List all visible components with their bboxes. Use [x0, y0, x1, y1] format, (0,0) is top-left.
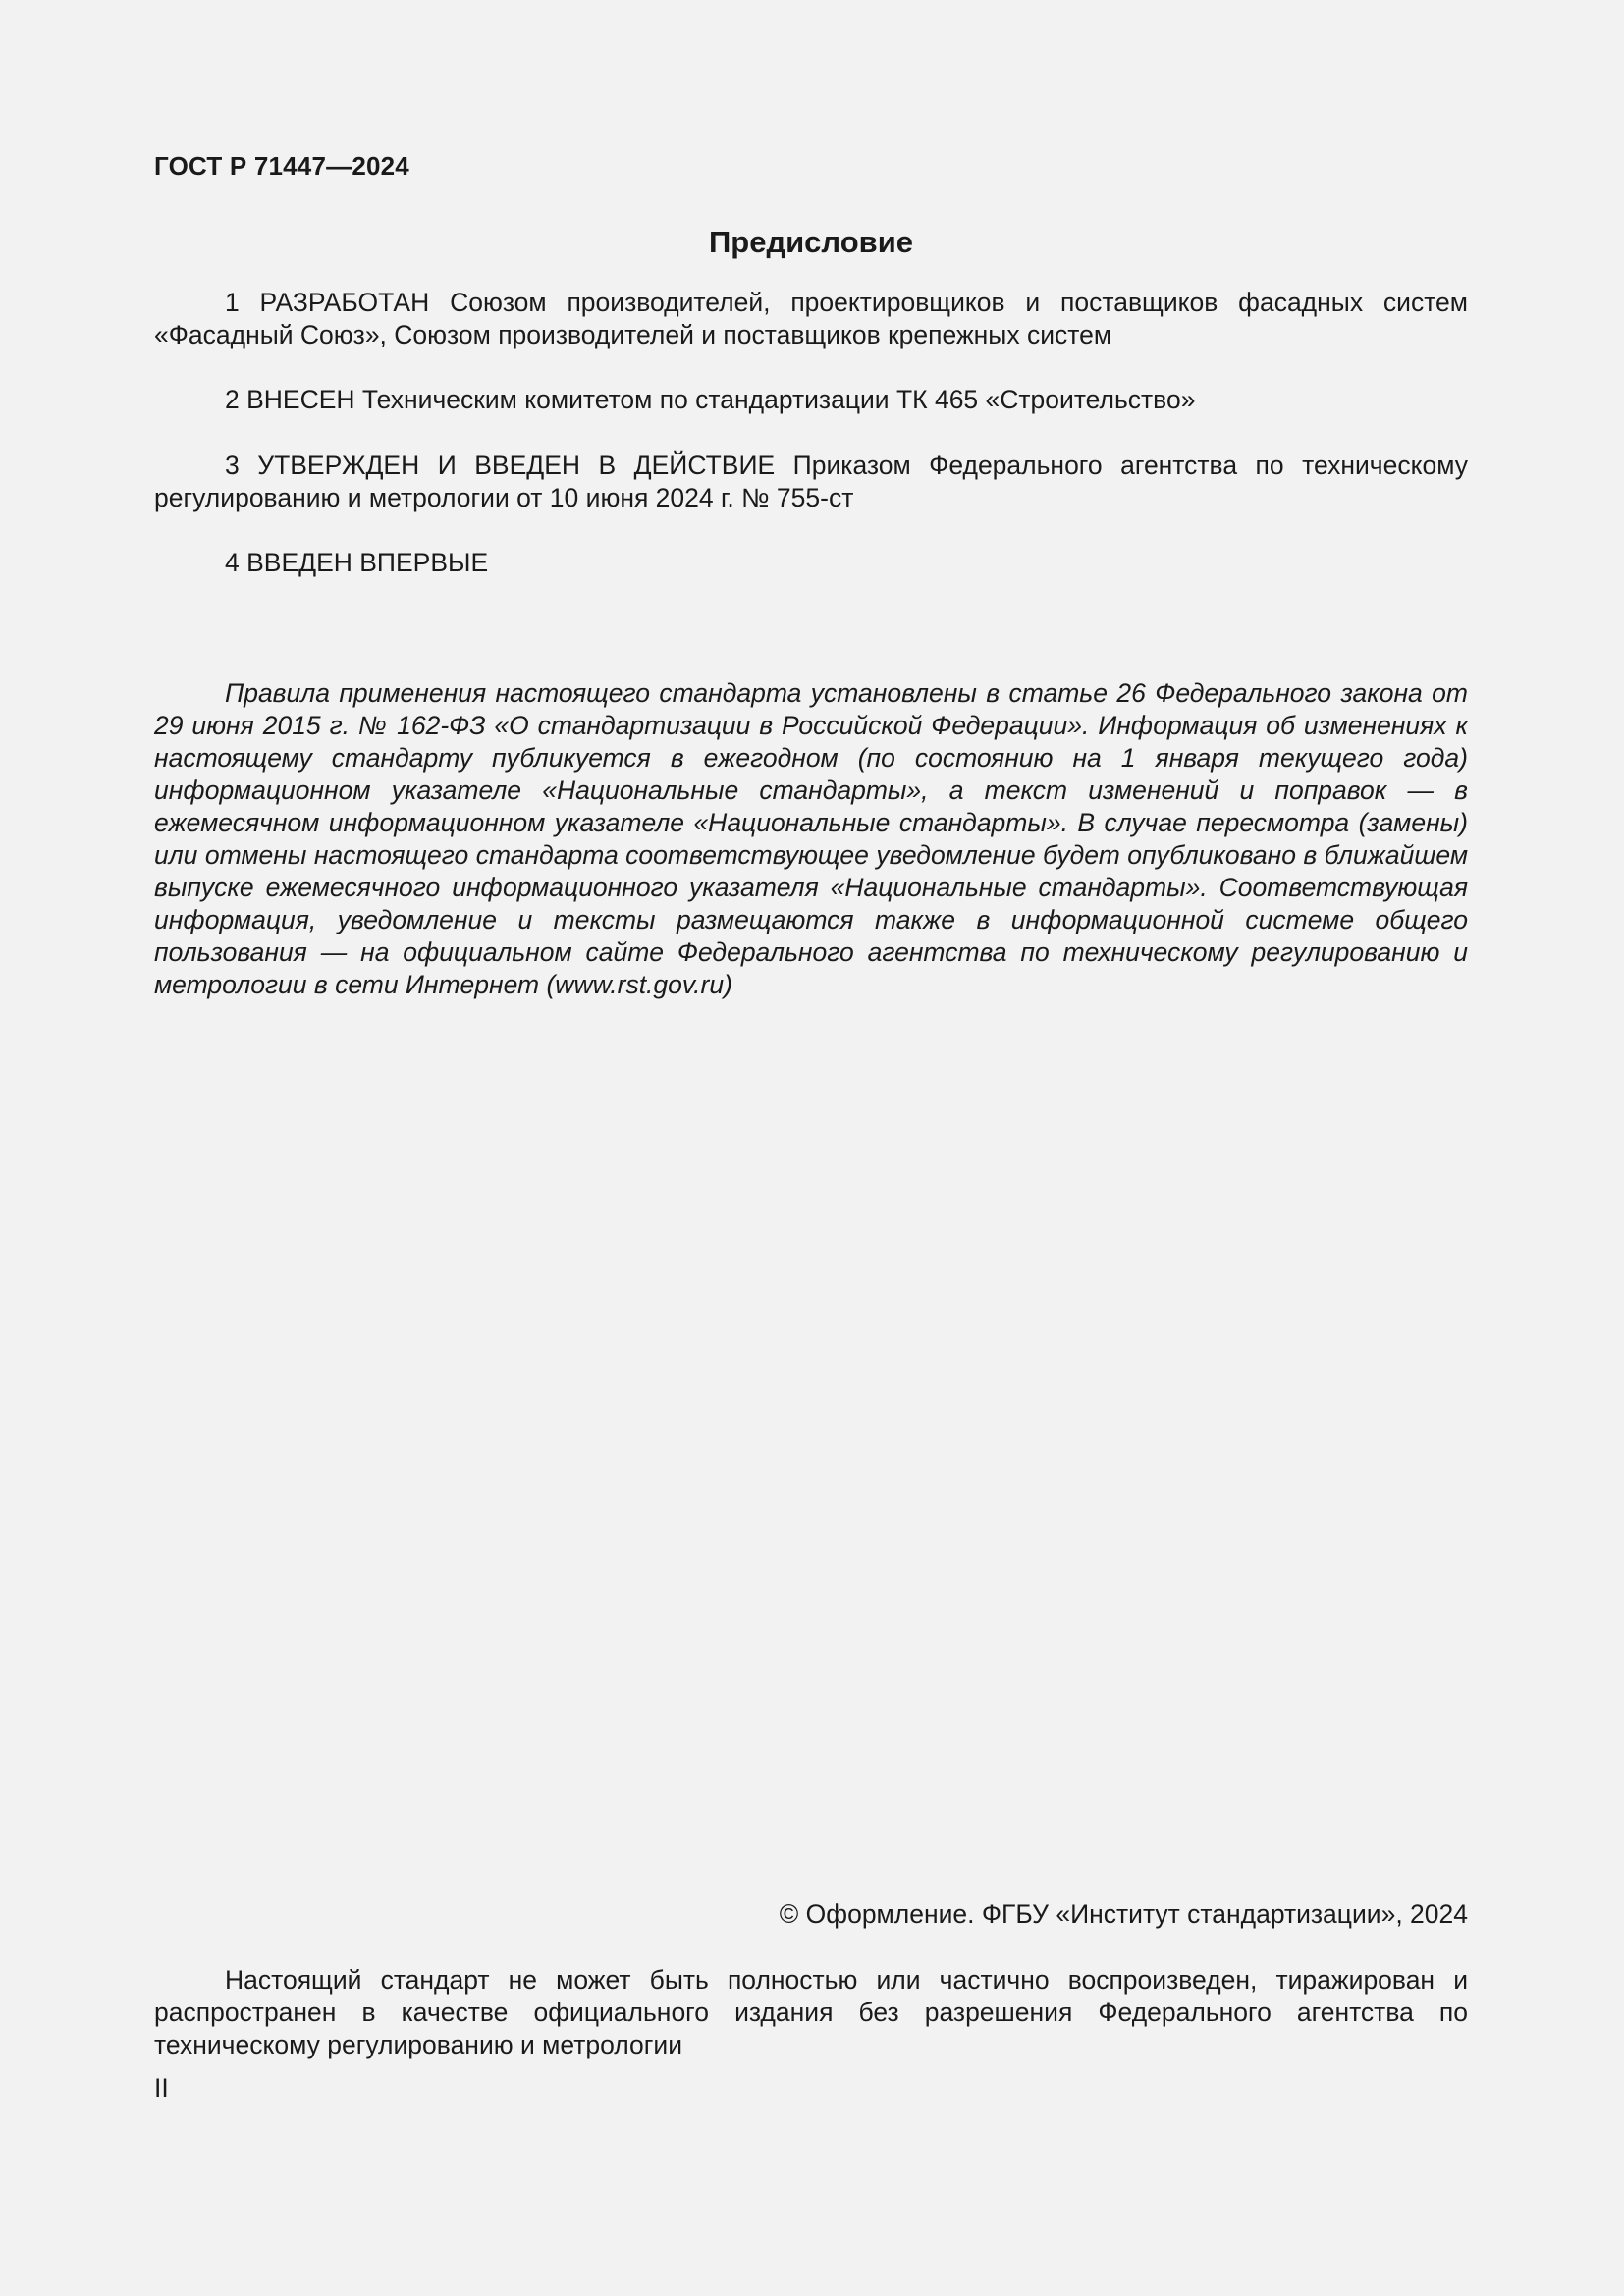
application-rules-notice: Правила применения настоящего стандарта установлены в статье 26 Федерального закона от 29 июня 2015 г. № 162-ФЗ «О стандартизации в Российской Федерации». Информация об изменениях к настоящему стандарту публикуется в ежегодном (по состоянию на 1 января текущего года) информационном указателе «Национальные стандарты», а текст изменений и поправок — в ежемесячном информационном указателе «Национальные стандарты». В случае пересмотра (замены) или отмены настоящего стандарта соответствующее уведомление будет опубликовано в ближайшем выпуске ежемесячного информационного указателя «Национальные стандарты». Соответствующая информация, уведомление и тексты размещаются также в информационной системе общего пользования — на официальном сайте Федерального агентства по техническому регулированию и метрологии в сети Интернет (www.rst.gov.ru): [154, 678, 1468, 999]
foreword-item-2: 2 ВНЕСЕН Техническим комитетом по стандартизации ТК 465 «Строительство»: [225, 385, 1196, 414]
page-number: II: [154, 2073, 169, 2103]
foreword-item-1: 1 РАЗРАБОТАН Союзом производителей, проектировщиков и поставщиков фасадных систем «Фасадный Союз», Союзом производителей и поставщиков крепежных систем: [154, 288, 1468, 349]
standard-code-header: ГОСТ Р 71447—2024: [154, 151, 409, 181]
reprint-restriction-notice: Настоящий стандарт не может быть полностью или частично воспроизведен, тиражирован и распространен в качестве официального издания без разрешения Федерального агентства по техническому регулированию и метрологии: [154, 1965, 1468, 2059]
foreword-item-4: 4 ВВЕДЕН ВПЕРВЫЕ: [225, 548, 489, 577]
copyright-line: © Оформление. ФГБУ «Институт стандартизации», 2024: [779, 1899, 1468, 1929]
page-title: Предисловие: [708, 225, 913, 259]
foreword-item-3: 3 УТВЕРЖДЕН И ВВЕДЕН В ДЕЙСТВИЕ Приказом Федерального агентства по техническому регулированию и метрологии от 10 июня 2024 г. № 755-ст: [154, 451, 1468, 512]
